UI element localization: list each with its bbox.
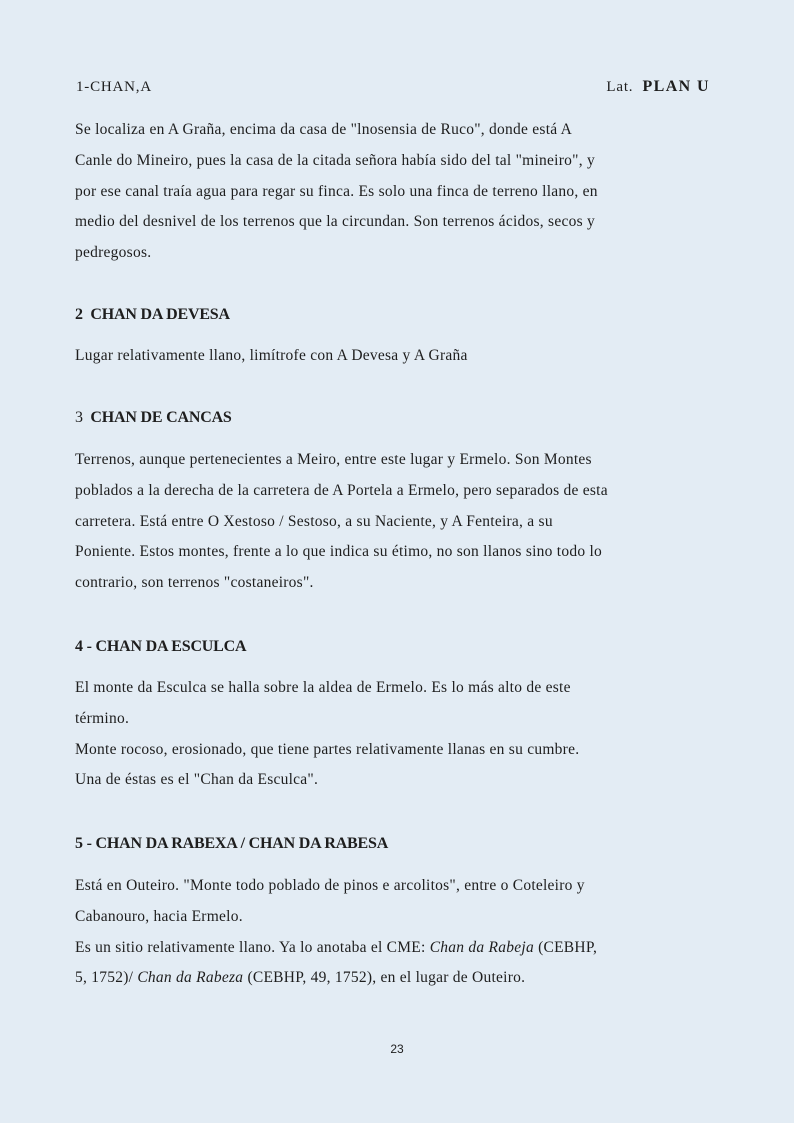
section-4-heading: 4 - CHAN DA ESCULCA xyxy=(75,638,247,655)
page-number: 23 xyxy=(390,1042,404,1056)
body-line: medio del desnivel de los terrenos que la circundan. Son terrenos ácidos, secos y xyxy=(75,213,595,231)
body-line: pedregosos. xyxy=(75,244,152,262)
section-3-heading: 3 CHAN DE CANCAS xyxy=(75,409,232,426)
body-line: 5, 1752)/ Chan da Rabeza (CEBHP, 49, 1752), en el lugar de Outeiro. xyxy=(75,969,526,987)
section-2-heading: 2 CHAN DA DEVESA xyxy=(75,306,230,323)
citation-title: Chan da Rabeja xyxy=(429,938,534,956)
body-line: Canle do Mineiro, pues la casa de la citada señora había sido del tal "mineiro", y xyxy=(75,151,595,169)
body-line: Cabanouro, hacia Ermelo. xyxy=(75,907,243,925)
body-line: carretera. Está entre O Xestoso / Sestoso, a su Naciente, y A Fenteira, a su xyxy=(75,512,553,530)
section-3-body xyxy=(75,445,720,599)
latitude-label: Lat. PLAN U xyxy=(606,78,710,95)
section-5-heading: 5 - CHAN DA RABEXA / CHAN DA RABESA xyxy=(75,835,389,852)
body-line: por ese canal traía agua para regar su finca. Es solo una finca de terreno llano, en xyxy=(75,182,598,200)
body-line: Lugar relativamente llano, limítrofe con A Devesa y A Graña xyxy=(75,347,468,364)
body-line: El monte da Esculca se halla sobre la aldea de Ermelo. Es lo más alto de este xyxy=(75,679,571,696)
body-line: Está en Outeiro. "Monte todo poblado de pinos e arcolitos", entre o Coteleiro y xyxy=(75,877,585,894)
body-line: poblados a la derecha de la carretera de A Portela a Ermelo, pero separados de esta xyxy=(75,481,608,499)
latitude-value: PLAN U xyxy=(642,78,710,95)
citation-title: Chan da Rabeza xyxy=(137,969,244,987)
section-5-body xyxy=(75,871,720,994)
body-line: Una de éstas es el "Chan da Esculca". xyxy=(75,771,319,789)
section-4-body xyxy=(75,673,720,796)
body-line: Monte rocoso, erosionado, que tiene partes relativamente llanas en su cumbre. xyxy=(75,740,580,758)
body-line: Se localiza en A Graña, encima da casa de "lnosensia de Ruco", donde está A xyxy=(75,121,573,138)
section-1-body xyxy=(75,115,720,269)
entry-label: 1-CHAN,A xyxy=(76,79,152,95)
section-2-body xyxy=(75,341,720,372)
body-line: Terrenos, aunque pertenecientes a Meiro, entre este lugar y Ermelo. Son Montes xyxy=(75,451,592,468)
body-line: término. xyxy=(75,709,130,727)
body-line: contrario, son terrenos "costaneiros". xyxy=(75,574,314,592)
body-line: Es un sitio relativamente llano. Ya lo anotaba el CME: Chan da Rabeja (CEBHP, xyxy=(75,938,598,956)
page-header xyxy=(76,78,710,96)
body-line: Poniente. Estos montes, frente a lo que indica su étimo, no son llanos sino todo lo xyxy=(75,543,603,561)
